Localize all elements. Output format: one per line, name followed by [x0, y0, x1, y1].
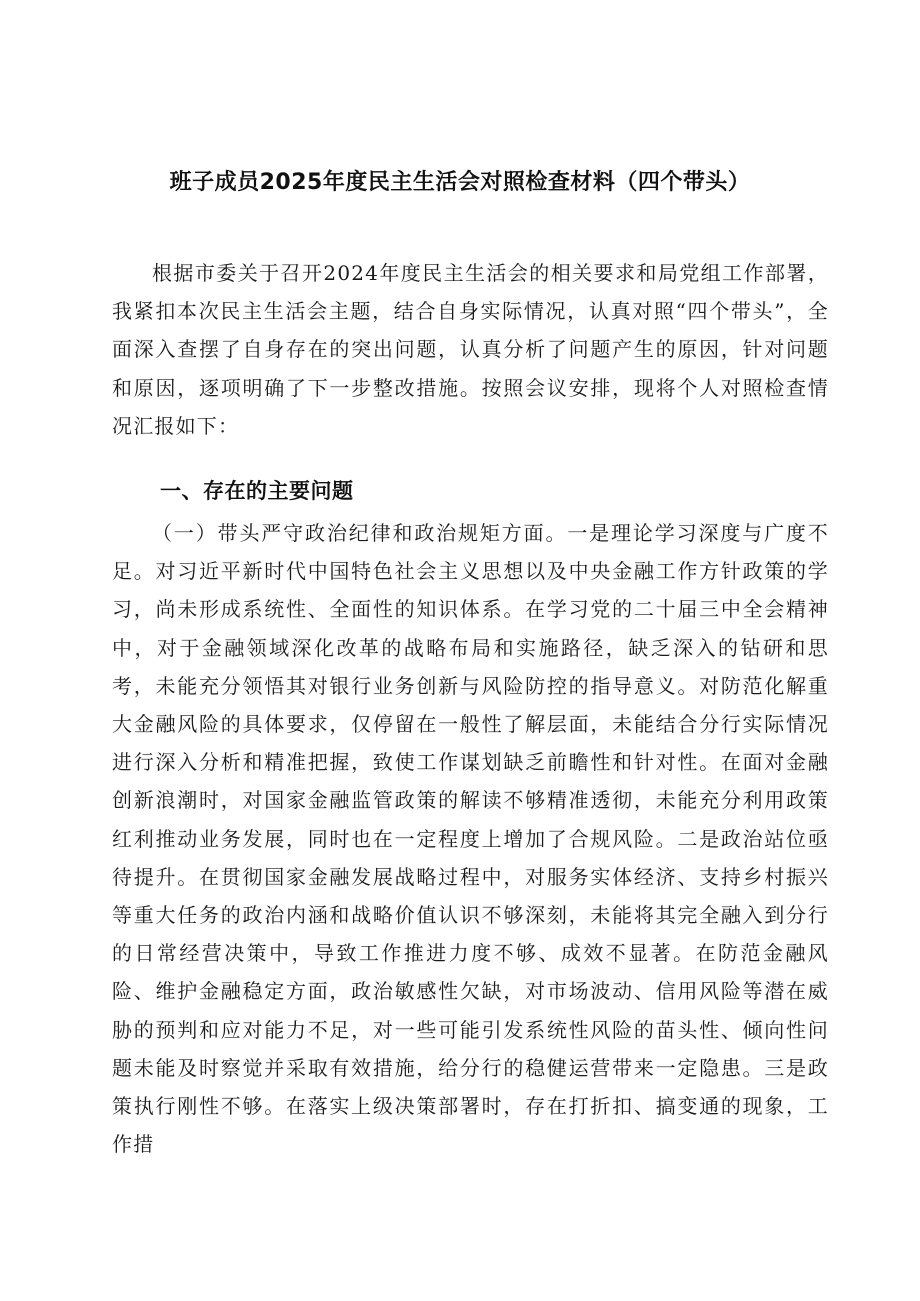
section-paragraph: （一）带头严守政治纪律和政治规矩方面。一是理论学习深度与广度不足。对习近平新时代中国特色社会主义思想以及中央金融工作方针政策的学习，尚未形成系统性、全面性的知识体系。在学习党的二十届三中全会精神中，对于金融领域深化改革的战略布局和实施路径，缺乏深入的钻研和思考，未能充分领悟其对银行业务创新与风险防控的指导意义。对防范化解重大金融风险的具体要求，仅停留在一般性了解层面，未能结合分行实际情况进行深入分析和精准把握，致使工作谋划缺乏前瞻性和针对性。在面对金融创新浪潮时，对国家金融监管政策的解读不够精准透彻，未能充分利用政策红利推动业务发展，同时也在一定程度上增加了合规风险。二是政治站位亟待提升。在贯彻国家金融发展战略过程中，对服务实体经济、支持乡村振兴等重大任务的政治内涵和战略价值认识不够深刻，未能将其完全融入到分行的日常经营决策中，导致工作推进力度不够、成效不显著。在防范金融风险、维护金融稳定方面，政治敏感性欠缺，对市场波动、信用风险等潜在威胁的预判和应对能力不足，对一些可能引发系统性风险的苗头性、倾向性问题未能及时察觉并采取有效措施，给分行的稳健运营带来一定隐患。三是政策执行刚性不够。在落实上级决策部署时，存在打折扣、搞变通的现象，工作措 [112, 521, 829, 1157]
section-heading: 一、存在的主要问题 [160, 479, 354, 503]
document-title: 班子成员2025年度民主生活会对照检查材料（四个带头） [169, 170, 751, 195]
intro-paragraph: 根据市委关于召开2024年度民主生活会的相关要求和局党组工作部署，我紧扣本次民主生活会主题，结合自身实际情况，认真对照“四个带头”，全面深入查摆了自身存在的突出问题，认真分析了问题产生的原因，针对问题和原因，逐项明确了下一步整改措施。按照会议安排，现将个人对照检查情况汇报如下： [112, 261, 829, 438]
